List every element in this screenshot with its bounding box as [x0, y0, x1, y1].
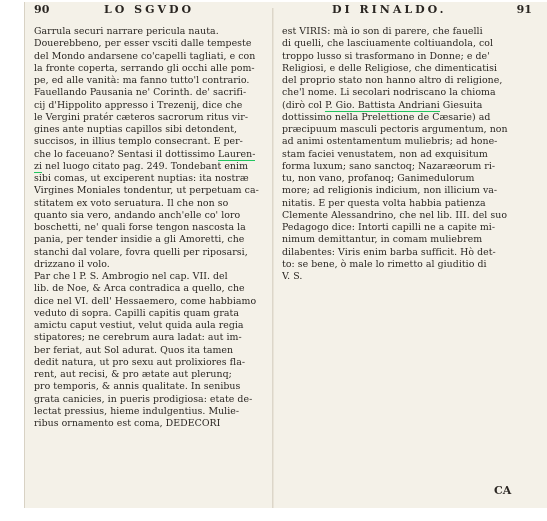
left-text-line: sibi comas, ut exciperent nuptias: ita nostræ — [34, 173, 249, 184]
left-page-number: 90 — [34, 3, 50, 16]
left-text-line: del Mondo andarsene co'capelli tagliati, e con — [34, 50, 256, 62]
left-text-line: succisos, in illius templo consecrant. E per- — [34, 136, 243, 148]
left-text-line: Douerebbeno, per esser vsciti dalle tempeste — [34, 38, 252, 50]
right-text-line: troppo lusso si trasformano in Donne; e de' — [282, 50, 490, 62]
left-page-column — [34, 4, 264, 430]
right-text-line: to: se bene, ò male lo rimetto al giuditio di — [282, 258, 487, 270]
left-text-line: gines ante nuptias capillos sibi detondent, — [34, 124, 238, 135]
left-text-line: lib. de Noe, & Arca contradica a quello, che — [34, 283, 245, 295]
highlighted-reference: P. Gio. Battista Andriani — [325, 99, 440, 111]
left-text-line: grata canicies, in pueris prodigiosa: etate de- — [34, 393, 253, 405]
right-text-line: dottissimo nella Prelettione de Cæsarie) ad — [282, 111, 491, 123]
left-text-line: veduto di sopra. Capilli capitis quam grata — [34, 307, 239, 319]
left-text-line: Virgines Moniales tondentur, ut perpetuam ca- — [34, 185, 259, 197]
left-text-line: boschetti, ne' quali forse tengon nascosta la — [34, 222, 246, 233]
right-page-number: 91 — [516, 3, 532, 16]
right-text-line: est VIRIS: mà io son di parere, che fauelli — [282, 26, 483, 37]
left-text-line: che lo faceuano? Sentasi il dottissimo Lauren- — [34, 148, 256, 160]
left-text-line: pro temporis, & annis qualitate. In senibus — [34, 381, 241, 393]
left-text-line: quanto sia vero, andando anch'elle co' loro — [34, 209, 241, 221]
left-running-head: LO SGVDO — [104, 3, 195, 16]
book-gutter — [272, 8, 274, 508]
catchword: CA — [494, 484, 512, 497]
left-text-line: le Vergini pratér cæteros sacrorum ritus vir- — [34, 111, 249, 123]
left-text-line: Par che l P. S. Ambrogio nel cap. VII. del — [34, 271, 228, 282]
left-text-line: ber feriat, aut Sol adurat. Quos ita tamen — [34, 344, 234, 356]
left-text-line: stanchi dal volare, fovra quelli per riposarsi, — [34, 246, 248, 258]
left-text-line: lectat pressius, hieme indulgentius. Mulie- — [34, 405, 240, 417]
left-text-line: Garrula securi narrare pericula nauta. — [34, 26, 219, 37]
right-text-line: di quelli, che lasciuamente coltiuandola, col — [282, 38, 494, 50]
left-text-line: stitatem ex voto seruatura. Il che non so — [34, 197, 229, 209]
right-running-head: DI RINALDO. — [332, 3, 447, 16]
right-text-line: ad animi ostentamentum muliebris; ad hone- — [282, 136, 498, 148]
right-text-line: dilabentes: Viris enim barba sufficit. Hò det- — [282, 246, 496, 258]
right-text-line: Religiosi, e delle Religiose, che dimenticatisi — [282, 62, 498, 74]
right-text-line: che'l nome. Li secolari nodriscano la chioma — [282, 87, 496, 99]
right-text-line: Clemente Alessandrino, che nel lib. III. del suo — [282, 209, 508, 221]
left-text-line: dice nel VI. dell' Hessaemero, come habbiamo — [34, 295, 257, 307]
left-text-line: la fronte coperta, serrando gli occhi alle pom- — [34, 62, 255, 74]
left-text-line: zi nel luogo citato pag. 249. Tondebant enim — [34, 160, 249, 172]
left-text-line: ribus ornamento est coma, DEDECORI — [34, 418, 221, 429]
right-text-line: stam faciei venustatem, non ad exquisitum — [282, 148, 488, 160]
right-page-column — [282, 4, 532, 283]
left-text-line: drizzano il volo. — [34, 258, 110, 270]
left-text-line: cij d'Hippolito appresso i Trezenij, dice che — [34, 99, 243, 111]
right-text-line: præcipuum masculi pectoris argumentum, non — [282, 124, 508, 135]
left-text-line: rent, aut recisi, & pro ætate aut plerunq; — [34, 369, 232, 380]
right-page-header — [282, 4, 532, 26]
right-text-line: nimum demittantur, in comam muliebrem — [282, 234, 483, 246]
right-page-text — [282, 26, 532, 283]
right-text-line: V. S. — [282, 271, 303, 282]
left-page-text — [34, 26, 264, 430]
left-text-line: Fauellando Pausania ne' Corinth. de' sacrifi- — [34, 87, 247, 99]
left-text-line: dedit natura, ut pro sexu aut prolixiores fla- — [34, 356, 246, 368]
highlighted-reference: zi — [34, 160, 43, 172]
highlighted-reference: Lauren- — [218, 148, 256, 160]
right-text-line: forma luxum; sano sanctoq; Nazaræorum ri- — [282, 160, 496, 172]
left-text-line: stipatores; ne cerebrum aura ladat: aut im- — [34, 332, 242, 344]
right-text-line: more; ad religionis indicium, non illicium va- — [282, 185, 498, 197]
left-text-line: pania, per tender insidie a gli Amoretti, che — [34, 234, 245, 246]
right-text-line: (dirò col P. Gio. Battista Andriani Giesuita — [282, 99, 483, 111]
left-text-line: pe, ed alle vanità: ma fanno tutto'l contrario. — [34, 75, 250, 86]
right-text-line: Pedagogo dice: Intorti capilli ne a capite mi- — [282, 222, 496, 233]
right-text-line: nitatis. E per questa volta habbia patienza — [282, 197, 486, 209]
right-text-line: del proprio stato non hanno altro di religione, — [282, 75, 503, 86]
right-text-line: tu, non vano, profanoq; Ganimedulorum — [282, 173, 475, 184]
left-text-line: amictu caput vestiut, velut quida aula regia — [34, 320, 244, 331]
left-page-header — [34, 4, 264, 26]
